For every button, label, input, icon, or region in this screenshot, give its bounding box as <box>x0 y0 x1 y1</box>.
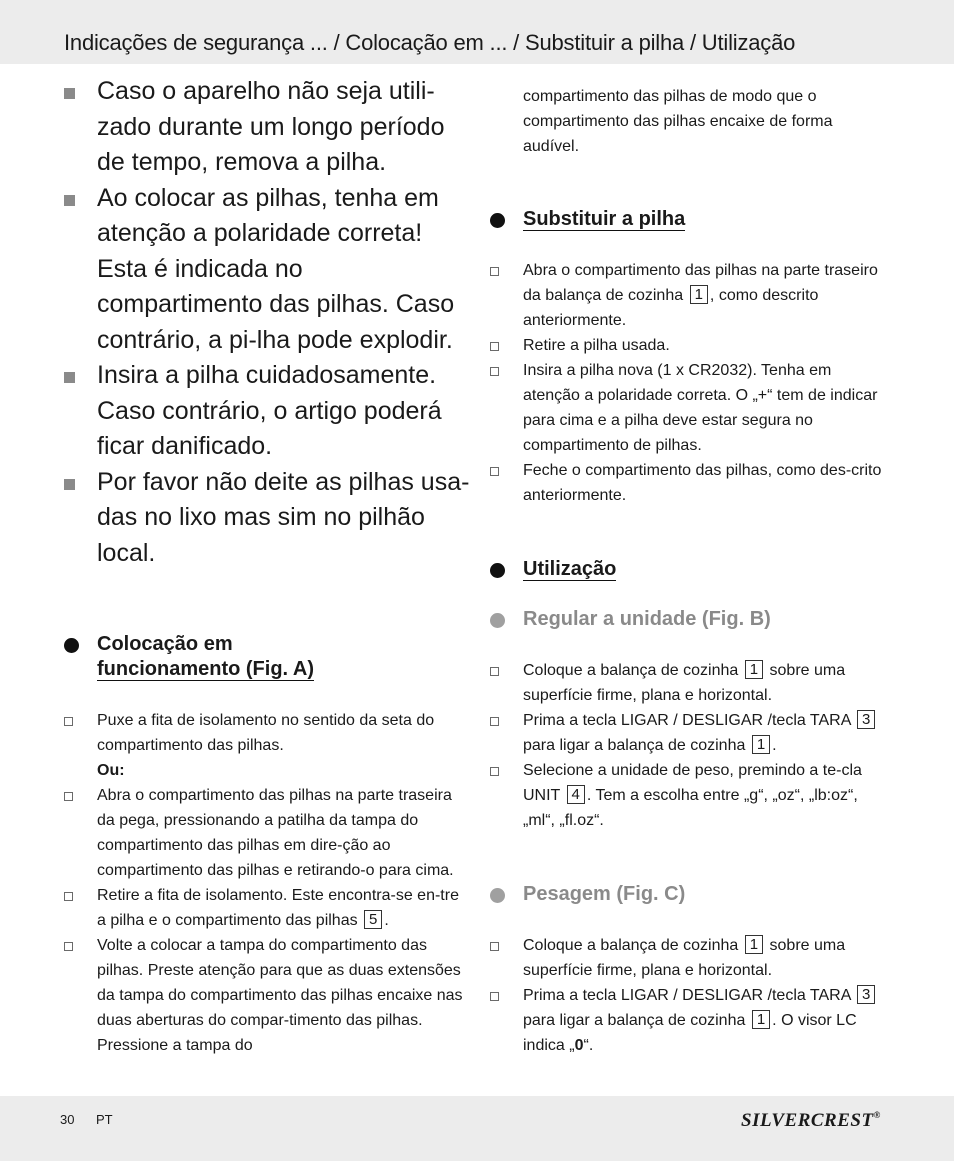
part-reference: 5 <box>364 910 382 929</box>
continuation-text: compartimento das pilhas de modo que o compartimento das pilhas encaixe de forma audível. <box>523 88 833 155</box>
list-item: Puxe a fita de isolamento no sentido da seta do compartimento das pilhas. Ou: <box>64 708 464 783</box>
setup-steps <box>64 708 464 1058</box>
replace-steps <box>490 258 890 508</box>
checkbox-bullet-icon <box>490 667 499 676</box>
list-item: Abra o compartimento das pilhas na parte traseira da pega, pressionando a patilha da tampa do compartimento das pilhas em dire-ção ao compartimento das pilhas e retirando-o para cima. <box>64 783 464 883</box>
brand-logo: SILVERCREST® <box>741 1110 881 1131</box>
list-item: Abra o compartimento das pilhas na parte traseiro da balança de cozinha 1 , como descrito anteriormente. <box>490 258 890 333</box>
list-item: Volte a colocar a tampa do compartimento das pilhas. Preste atenção para que as duas extensões da tampa do compartimento das pilhas encaixe nas duas aberturas do compar-timento das pilhas. Pressione a tampa do <box>64 933 464 1058</box>
checkbox-bullet-icon <box>490 992 499 1001</box>
section-heading-setup: Colocação em funcionamento (Fig. A) <box>64 632 497 682</box>
list-item: Coloque a balança de cozinha 1 sobre uma superfície firme, plana e horizontal. <box>490 658 890 708</box>
list-item: Por favor não deite as pilhas usa-das no lixo mas sim no pilhão local. <box>64 465 474 572</box>
checkbox-bullet-icon <box>490 342 499 351</box>
square-bullet-icon <box>64 195 75 206</box>
checkbox-bullet-icon <box>490 367 499 376</box>
circle-bullet-icon <box>64 638 79 653</box>
list-item: Prima a tecla LIGAR / DESLIGAR /tecla TARA 3 para ligar a balança de cozinha 1 . O visor LC indica „0“. <box>490 983 890 1058</box>
checkbox-bullet-icon <box>64 942 73 951</box>
part-reference: 3 <box>857 985 875 1004</box>
square-bullet-icon <box>64 88 75 99</box>
part-reference: 1 <box>752 1010 770 1029</box>
checkbox-bullet-icon <box>64 717 73 726</box>
subsection-heading-weighing: Pesagem (Fig. C) <box>490 882 923 907</box>
part-reference: 3 <box>857 710 875 729</box>
square-bullet-icon <box>64 479 75 490</box>
page-footer <box>0 1096 954 1161</box>
circle-bullet-icon <box>490 213 505 228</box>
square-bullet-icon <box>64 372 75 383</box>
part-reference: 1 <box>745 935 763 954</box>
part-reference: 1 <box>752 735 770 754</box>
unit-steps <box>490 658 890 833</box>
part-reference: 1 <box>745 660 763 679</box>
list-item: Selecione a unidade de peso, premindo a te-cla UNIT 4 . Tem a escolha entre „g“, „oz“, „lb:oz“, „ml“, „fl.oz“. <box>490 758 890 833</box>
checkbox-bullet-icon <box>64 892 73 901</box>
weighing-steps <box>490 933 890 1058</box>
list-item: Ao colocar as pilhas, tenha em atenção a polaridade correta! Esta é indicada no compartimento das pilhas. Caso contrário, a pi-lha pode explodir. <box>64 181 474 359</box>
section-heading-usage: Utilização <box>490 557 923 582</box>
list-item: Retire a fita de isolamento. Este encontra-se en-tre a pilha e o compartimento das pilhas 5 . <box>64 883 464 933</box>
checkbox-bullet-icon <box>490 942 499 951</box>
part-reference: 4 <box>567 785 585 804</box>
circle-bullet-icon <box>490 888 505 903</box>
list-item: Coloque a balança de cozinha 1 sobre uma superfície firme, plana e horizontal. <box>490 933 890 983</box>
list-item: Insira a pilha cuidadosamente. Caso contrário, o artigo poderá ficar danificado. <box>64 358 474 465</box>
page-title: Indicações de segurança ... / Colocação em ... / Substituir a pilha / Utilização <box>64 30 796 55</box>
section-heading-replace: Substituir a pilha <box>490 207 923 232</box>
list-item: Prima a tecla LIGAR / DESLIGAR /tecla TARA 3 para ligar a balança de cozinha 1 . <box>490 708 890 758</box>
circle-bullet-icon <box>490 613 505 628</box>
list-item: Feche o compartimento das pilhas, como des-crito anteriormente. <box>490 458 890 508</box>
checkbox-bullet-icon <box>490 467 499 476</box>
checkbox-bullet-icon <box>490 767 499 776</box>
checkbox-bullet-icon <box>64 792 73 801</box>
language-code: PT <box>96 1112 113 1127</box>
checkbox-bullet-icon <box>490 267 499 276</box>
subsection-heading-unit: Regular a unidade (Fig. B) <box>490 607 923 632</box>
list-item: Caso o aparelho não seja utili-zado durante um longo período de tempo, remova a pilha. <box>64 74 474 181</box>
safety-list <box>64 74 474 571</box>
part-reference: 1 <box>690 285 708 304</box>
circle-bullet-icon <box>490 563 505 578</box>
list-item: Insira a pilha nova (1 x CR2032). Tenha em atenção a polaridade correta. O „+“ tem de indicar para cima e a pilha deve estar segura no compartimento de pilhas. <box>490 358 890 458</box>
page-header <box>0 0 954 64</box>
checkbox-bullet-icon <box>490 717 499 726</box>
list-item: Retire a pilha usada. <box>490 333 890 358</box>
page-number: 30 <box>60 1112 75 1127</box>
